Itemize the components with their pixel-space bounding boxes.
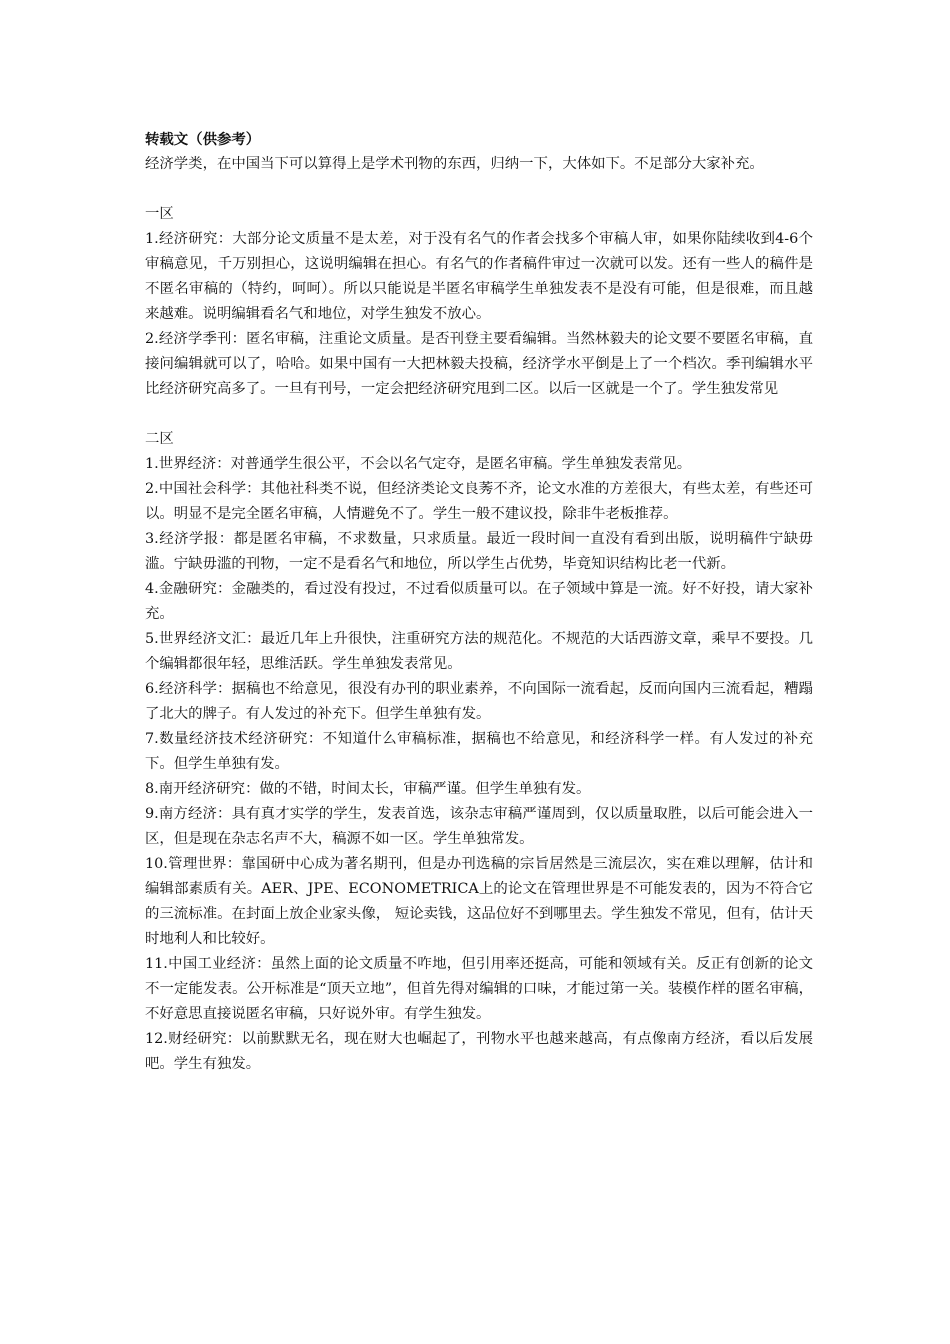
journal-entry: 8.南开经济研究：做的不错，时间太长，审稿严谨。但学生单独有发。 xyxy=(145,781,591,797)
document-page xyxy=(145,127,813,1077)
journal-entry: 3.经济学报：都是匿名审稿，不求数量，只求质量。最近一段时间一直没有看到出版，说明稿件宁缺毋滥。宁缺毋滥的刊物，一定不是看名气和地位，所以学生占优势，毕竟知识结构比老一代新。 xyxy=(145,531,813,572)
journal-entry: 1.经济研究：大部分论文质量不是太差，对于没有名气的作者会找多个审稿人审，如果你陆续收到4-6个审稿意见，千万别担心，这说明编辑在担心。有名气的作者稿件审过一次就可以发。还有一些人的稿件是不匿名审稿的（特约，呵呵）。所以只能说是半匿名审稿学生单独发表不是没有可能，但是很难，而且越来越难。说明编辑看名气和地位，对学生独发不放心。 xyxy=(145,231,813,322)
journal-entry: 6.经济科学：据稿也不给意见，很没有办刊的职业素养，不向国际一流看起，反而向国内三流看起，糟蹋了北大的牌子。有人发过的补充下。但学生单独有发。 xyxy=(145,681,813,722)
journal-entry: 11.中国工业经济：虽然上面的论文质量不咋地，但引用率还挺高，可能和领域有关。反正有创新的论文不一定能发表。公开标准是“顶天立地”，但首先得对编辑的口味，才能过第一关。装模作样的匿名审稿，不好意思直接说匿名审稿，只好说外审。有学生独发。 xyxy=(145,956,813,1022)
spacer xyxy=(145,177,813,202)
intro-paragraph: 经济学类，在中国当下可以算得上是学术刊物的东西，归纳一下，大体如下。不足部分大家补充。 xyxy=(145,156,764,172)
journal-entry: 10.管理世界：靠国研中心成为著名期刊，但是办刊选稿的宗旨居然是三流层次，实在难以理解，估计和编辑部素质有关。AER、JPE、ECONOMETRICA上的论文在管理世界是不可能发表的，因为不符合它的三流标准。在封面上放企业家头像， 短论卖钱，这品位好不到哪里去。学生独发不常见，但有，估计天时地利人和比较好。 xyxy=(145,856,813,947)
journal-entry: 2.经济学季刊：匿名审稿，注重论文质量。是否刊登主要看编辑。当然林毅夫的论文要不要匿名审稿，直接问编辑就可以了，哈哈。如果中国有一大把林毅夫投稿，经济学水平倒是上了一个档次。季刊编辑水平比经济研究高多了。一旦有刊号，一定会把经济研究甩到二区。以后一区就是一个了。学生独发常见 xyxy=(145,331,813,397)
document-title: 转载文（供参考） xyxy=(145,131,261,148)
journal-entry: 4.金融研究：金融类的，看过没有投过，不过看似质量可以。在子领域中算是一流。好不好投，请大家补充。 xyxy=(145,581,813,622)
section-heading-zone-1: 一区 xyxy=(145,206,174,222)
journal-entry: 12.财经研究：以前默默无名，现在财大也崛起了，刊物水平也越来越高，有点像南方经济，看以后发展吧。学生有独发。 xyxy=(145,1031,813,1072)
journal-entry: 2.中国社会科学：其他社科类不说，但经济类论文良莠不齐，论文水准的方差很大，有些太差，有些还可以。明显不是完全匿名审稿，人情避免不了。学生一般不建议投，除非牛老板推荐。 xyxy=(145,481,813,522)
journal-entry: 7.数量经济技术经济研究：不知道什么审稿标准，据稿也不给意见，和经济科学一样。有人发过的补充下。但学生单独有发。 xyxy=(145,731,813,772)
journal-entry: 1.世界经济：对普通学生很公平，不会以名气定夺，是匿名审稿。学生单独发表常见。 xyxy=(145,456,692,472)
section-heading-zone-2: 二区 xyxy=(145,431,174,447)
spacer xyxy=(145,402,813,427)
journal-entry: 5.世界经济文汇：最近几年上升很快，注重研究方法的规范化。不规范的大话西游文章，乘早不要投。几个编辑都很年轻，思维活跃。学生单独发表常见。 xyxy=(145,631,813,672)
journal-entry: 9.南方经济：具有真才实学的学生，发表首选，该杂志审稿严谨周到，仅以质量取胜，以后可能会进入一区，但是现在杂志名声不大，稿源不如一区。学生单独常发。 xyxy=(145,806,813,847)
